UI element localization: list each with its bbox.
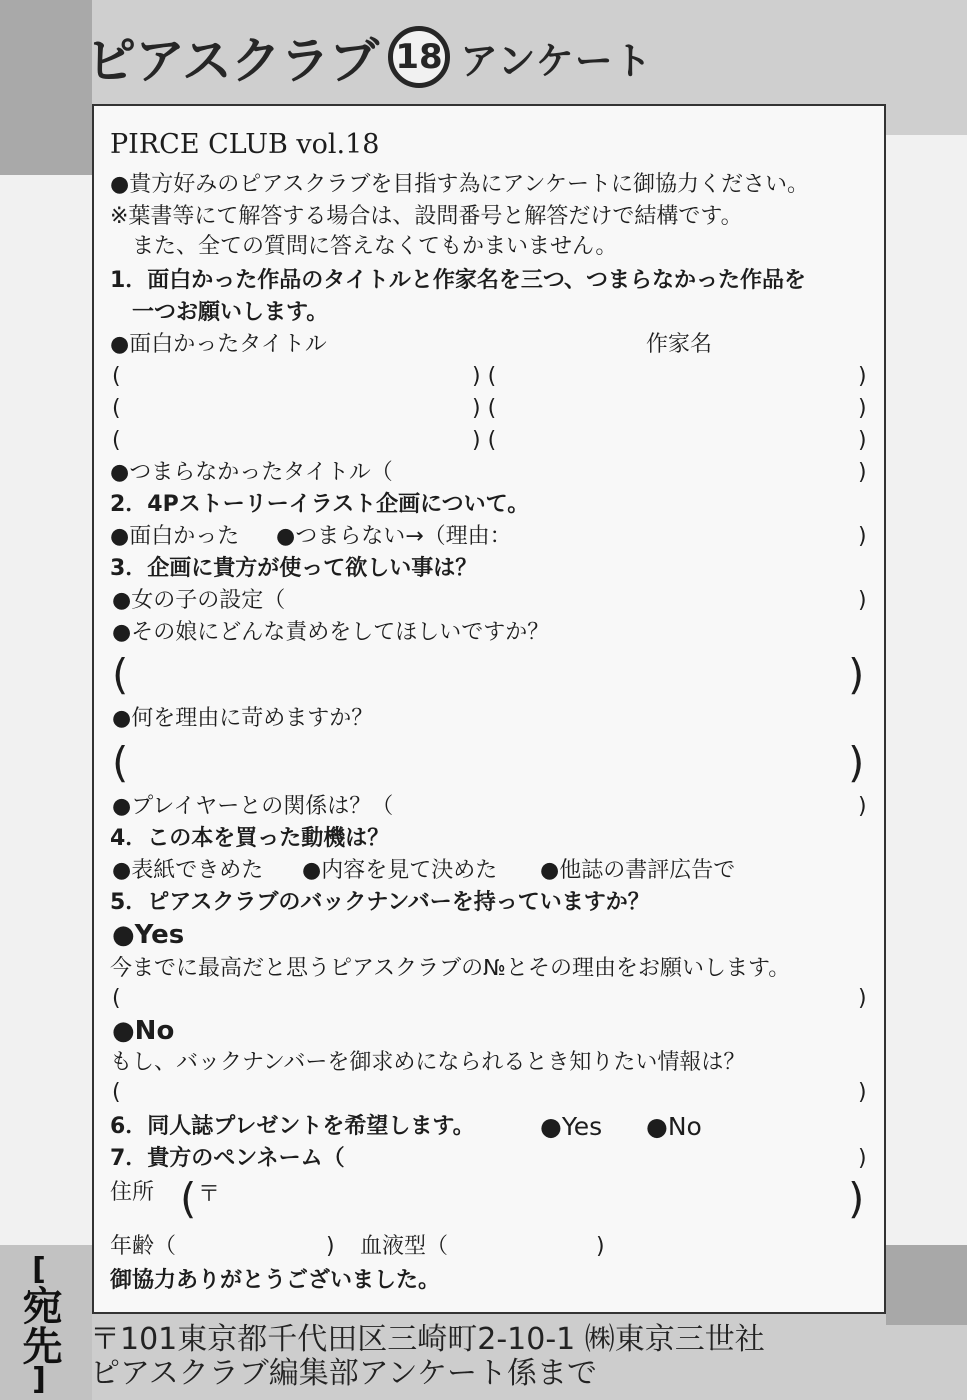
present-yes: ●Yes [540,1112,603,1141]
reason-question: ●何を理由に苛めますか？ [112,706,374,731]
title-field-1-close: ) ( [472,364,497,389]
blood-type-label: 血液型（ [360,1234,449,1259]
question-7: 7．貴方のペンネーム（ [110,1146,345,1171]
title-main: ピアスクラブ [86,32,378,90]
reason-field-close: ) [848,738,865,787]
author-name-label: 作家名 [646,332,713,357]
yes-field-close: ) [858,986,867,1011]
age-field-close: ) [326,1234,335,1259]
no-field-open: ( [112,1080,121,1105]
note-text-2: また、全ての質問に答えなくてもかまいません。 [132,234,618,259]
title-sub: アンケート [460,38,653,83]
present-no: ●No [646,1112,702,1141]
author-field-1-close: ) [858,364,867,389]
girl-setting-label: ●女の子の設定（ [112,588,286,613]
questionnaire-card [92,104,886,1314]
intro-text: ●貴方好みのピアスクラブを目指す為にアンケートに御協力ください。 [110,172,809,197]
yes-followup: 今までに最高だと思うピアスクラブの№とその理由をお願いします。 [110,956,791,981]
boring-title-label: ●つまらなかったタイトル（ [110,460,393,485]
title-field-3-open: ( [112,428,121,453]
address-field-open: ( [180,1174,197,1223]
mailing-address-tag: [ 宛先 ] [16,1252,62,1397]
title-field-3-close: ) ( [472,428,497,453]
yes-field-open: ( [112,986,121,1011]
no-field-close: ) [858,1080,867,1105]
address-label: 住所 [110,1180,155,1205]
page-title [86,22,653,92]
question-6: 6．同人誌プレゼントを希望します。 [110,1114,475,1139]
motive-option-content: ●内容を見て決めた [302,858,498,883]
address-field-close: ) [848,1174,865,1223]
torment-question: ●その娘にどんな責めをしてほしいですか？ [112,620,550,645]
favorite-title-label: ●面白かったタイトル [110,332,327,357]
torment-field-close: ) [848,650,865,699]
relation-close: ) [858,794,867,819]
option-boring-reason: ●つまらない→（理由： [276,524,512,549]
motive-option-cover: ●表紙できめた [112,858,264,883]
thanks-text: 御協力ありがとうございました。 [110,1268,441,1293]
question-1: 1．面白かった作品のタイトルと作家名を三つ、つまらなかった作品を [110,268,806,293]
issue-number-badge: 18 [388,26,450,88]
title-field-2-open: ( [112,396,121,421]
question-4: 4．この本を買った動機は？ [110,826,390,851]
question-3: 3．企画に貴方が使って欲しい事は？ [110,556,478,581]
question-5: 5．ピアスクラブのバックナンバーを持っていますか？ [110,890,650,915]
motive-option-review: ●他誌の書評広告で [540,858,736,883]
no-followup: もし、バックナンバーを御求めになられるとき知りたい情報は？ [110,1050,746,1075]
author-field-3-close: ) [858,428,867,453]
yes-option: ●Yes [112,920,185,950]
postal-mark: 〒 [198,1182,221,1207]
age-label: 年齢（ [110,1234,177,1259]
girl-setting-close: ) [858,588,867,613]
note-text: ※葉書等にて解答する場合は、設問番号と解答だけで結構です。 [110,204,743,229]
title-field-1-open: ( [112,364,121,389]
torment-field-open: ( [112,650,129,699]
title-field-2-close: ) ( [472,396,497,421]
pen-name-close: ) [858,1146,867,1171]
journal-title: PIRCE CLUB vol.18 [110,129,380,160]
relation-question: ●プレイヤーとの関係は？（ [112,794,394,819]
mailing-address-tag-text: 宛先 [16,1285,62,1365]
mailing-address-line2: ピアスクラブ編集部アンケート係まで [90,1356,597,1391]
reason-field-open: ( [112,738,129,787]
left-gray-band [0,0,92,175]
question-1-cont: 一つお願いします。 [132,300,329,325]
boring-title-close: ) [858,460,867,485]
question-2: 2．4Pストーリーイラスト企画について。 [110,492,530,517]
right-bottom-gray-band [886,1245,967,1325]
mailing-address-line1: 〒101東京都千代田区三崎町2-10-1 ㈱東京三世社 [90,1322,765,1357]
reason-close: ) [858,524,867,549]
author-field-2-close: ) [858,396,867,421]
no-option: ●No [112,1016,175,1046]
option-interesting: ●面白かった [110,524,240,549]
blood-type-close: ) [596,1234,605,1259]
